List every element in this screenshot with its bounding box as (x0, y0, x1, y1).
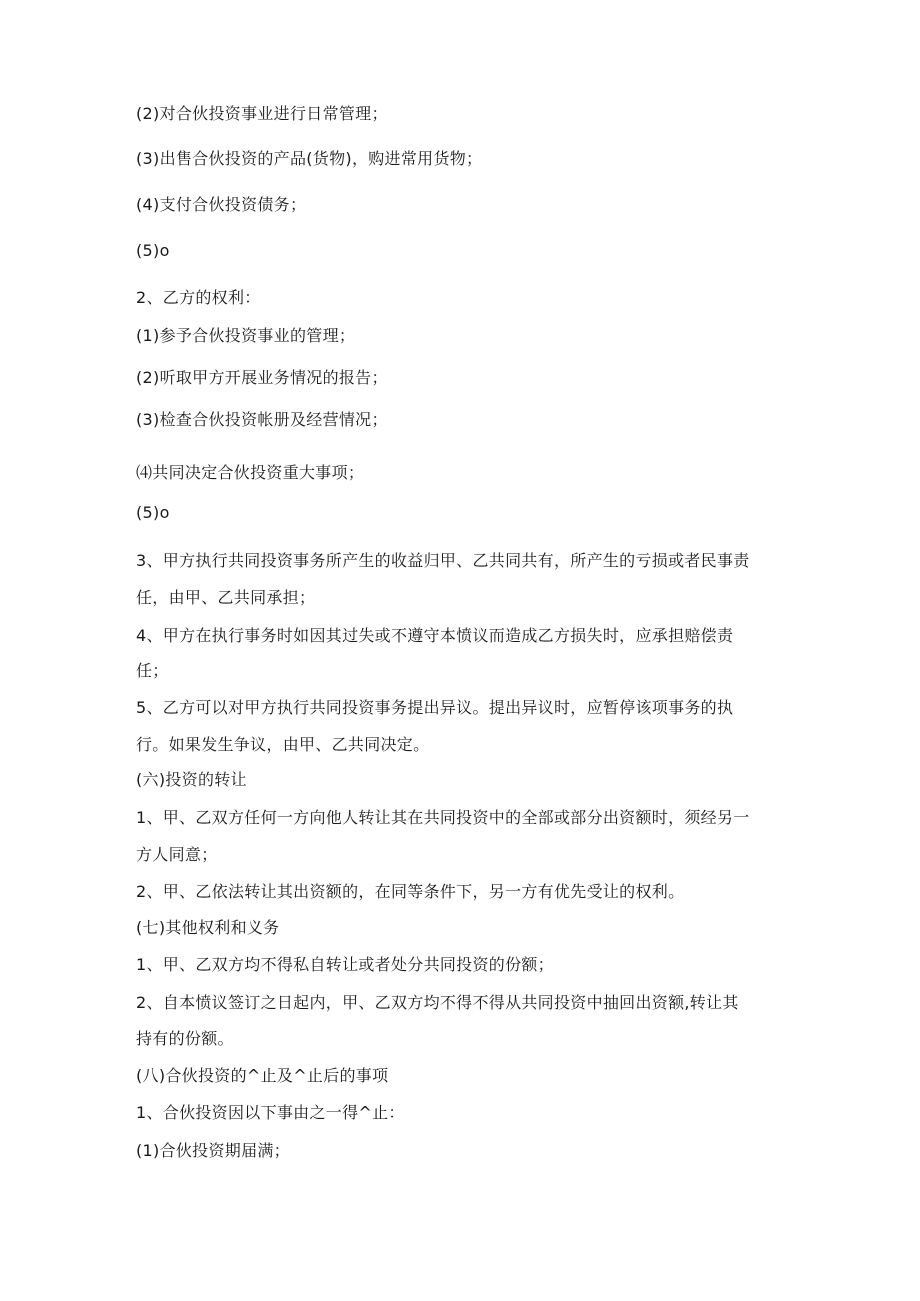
text-line: 1、甲、乙双方均不得私自转让或者处分共同投资的份额； (136, 955, 554, 974)
text-line: 1、合伙投资因以下事由之一得^止： (136, 1103, 405, 1122)
text-line: 4、甲方在执行事务时如因其过失或不遵守本愤议而造成乙方损失时，应承担赔偿责 (136, 626, 734, 645)
text-line: 2、自本愤议签订之日起内，甲、乙双方均不得不得从共同投资中抽回出资额,转让其 (136, 993, 739, 1012)
section-heading: (六)投资的转让 (136, 770, 247, 789)
text-line: (5)o (136, 503, 170, 522)
section-heading: (八)合伙投资的^止及^止后的事项 (136, 1066, 389, 1085)
text-line: (1)合伙投资期届满； (136, 1141, 290, 1160)
text-line: 任； (136, 661, 169, 680)
text-line: 3、甲方执行共同投资事务所产生的收益归甲、乙共同共有，所产生的亏损或者民事责 (136, 551, 750, 570)
text-line: (3)出售合伙投资的产品(货物)，购进常用货物； (136, 149, 483, 168)
text-line: ⑷共同决定合伙投资重大事项； (136, 463, 365, 482)
text-line: 1、甲、乙双方任何一方向他人转让其在共同投资中的全部或部分出资额时，须经另一 (136, 808, 750, 827)
text-line: (2)对合伙投资事业进行日常管理； (136, 104, 388, 123)
text-line: (2)听取甲方开展业务情况的报告； (136, 368, 388, 387)
text-line: 行。如果发生争议，由甲、乙共同决定。 (136, 735, 430, 754)
text-line: 方人同意； (136, 845, 218, 864)
text-line: (4)支付合伙投资债务； (136, 195, 307, 214)
text-line: (1)参予合伙投资事业的管理； (136, 326, 356, 345)
text-line: 2、甲、乙依法转让其出资额的，在同等条件下，另一方有优先受让的权利。 (136, 882, 685, 901)
text-line: 5、乙方可以对甲方执行共同投资事务提出异议。提出异议时，应暂停该项事务的执 (136, 698, 734, 717)
text-line: 任，由甲、乙共同承担； (136, 588, 316, 607)
text-line: (5)o (136, 241, 170, 260)
text-line: 持有的份额。 (136, 1029, 234, 1048)
text-line: (3)检查合伙投资帐册及经营情况； (136, 410, 388, 429)
section-heading: (七)其他权利和义务 (136, 918, 280, 937)
text-line: 2、乙方的权利： (136, 288, 261, 307)
